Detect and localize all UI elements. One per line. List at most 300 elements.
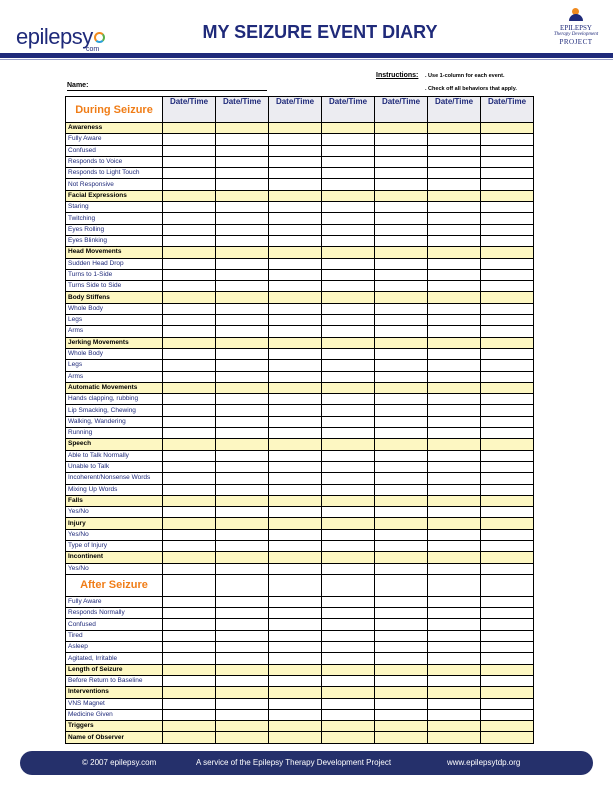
- checkbox-cell[interactable]: [322, 258, 375, 269]
- checkbox-cell[interactable]: [269, 529, 322, 540]
- checkbox-cell[interactable]: [322, 348, 375, 359]
- checkbox-cell[interactable]: [322, 145, 375, 156]
- checkbox-cell[interactable]: [481, 461, 534, 472]
- checkbox-cell[interactable]: [269, 247, 322, 258]
- checkbox-cell[interactable]: [375, 134, 428, 145]
- checkbox-cell[interactable]: [375, 235, 428, 246]
- checkbox-cell[interactable]: [269, 608, 322, 619]
- checkbox-cell[interactable]: [375, 428, 428, 439]
- checkbox-cell[interactable]: [163, 428, 216, 439]
- checkbox-cell[interactable]: [216, 675, 269, 686]
- checkbox-cell[interactable]: [481, 439, 534, 450]
- checkbox-cell[interactable]: [163, 394, 216, 405]
- checkbox-cell[interactable]: [481, 360, 534, 371]
- checkbox-cell[interactable]: [163, 653, 216, 664]
- checkbox-cell[interactable]: [428, 428, 481, 439]
- checkbox-cell[interactable]: [375, 360, 428, 371]
- checkbox-cell[interactable]: [216, 337, 269, 348]
- checkbox-cell[interactable]: [163, 269, 216, 280]
- checkbox-cell[interactable]: [481, 664, 534, 675]
- checkbox-cell[interactable]: [163, 596, 216, 607]
- checkbox-cell[interactable]: [216, 552, 269, 563]
- checkbox-cell[interactable]: [322, 156, 375, 167]
- checkbox-cell[interactable]: [163, 484, 216, 495]
- checkbox-cell[interactable]: [428, 540, 481, 551]
- checkbox-cell[interactable]: [375, 303, 428, 314]
- checkbox-cell[interactable]: [216, 202, 269, 213]
- checkbox-cell[interactable]: [428, 608, 481, 619]
- checkbox-cell[interactable]: [375, 281, 428, 292]
- checkbox-cell[interactable]: [428, 371, 481, 382]
- checkbox-cell[interactable]: [216, 596, 269, 607]
- checkbox-cell[interactable]: [481, 269, 534, 280]
- checkbox-cell[interactable]: [216, 709, 269, 720]
- checkbox-cell[interactable]: [481, 292, 534, 303]
- checkbox-cell[interactable]: [269, 732, 322, 743]
- checkbox-cell[interactable]: [163, 213, 216, 224]
- checkbox-cell[interactable]: [375, 687, 428, 698]
- checkbox-cell[interactable]: [269, 258, 322, 269]
- checkbox-cell[interactable]: [163, 281, 216, 292]
- checkbox-cell[interactable]: [481, 337, 534, 348]
- checkbox-cell[interactable]: [216, 518, 269, 529]
- checkbox-cell[interactable]: [428, 405, 481, 416]
- checkbox-cell[interactable]: [375, 190, 428, 201]
- checkbox-cell[interactable]: [375, 292, 428, 303]
- checkbox-cell[interactable]: [322, 540, 375, 551]
- checkbox-cell[interactable]: [216, 484, 269, 495]
- checkbox-cell[interactable]: [428, 721, 481, 732]
- checkbox-cell[interactable]: [322, 608, 375, 619]
- checkbox-cell[interactable]: [428, 518, 481, 529]
- checkbox-cell[interactable]: [216, 258, 269, 269]
- checkbox-cell[interactable]: [322, 653, 375, 664]
- checkbox-cell[interactable]: [481, 326, 534, 337]
- checkbox-cell[interactable]: [428, 664, 481, 675]
- checkbox-cell[interactable]: [481, 224, 534, 235]
- checkbox-cell[interactable]: [481, 405, 534, 416]
- checkbox-cell[interactable]: [375, 709, 428, 720]
- checkbox-cell[interactable]: [481, 303, 534, 314]
- checkbox-cell[interactable]: [163, 156, 216, 167]
- checkbox-cell[interactable]: [322, 709, 375, 720]
- checkbox-cell[interactable]: [269, 405, 322, 416]
- checkbox-cell[interactable]: [428, 360, 481, 371]
- checkbox-cell[interactable]: [481, 247, 534, 258]
- checkbox-cell[interactable]: [163, 608, 216, 619]
- checkbox-cell[interactable]: [322, 450, 375, 461]
- checkbox-cell[interactable]: [269, 574, 322, 596]
- checkbox-cell[interactable]: [428, 619, 481, 630]
- checkbox-cell[interactable]: [428, 235, 481, 246]
- checkbox-cell[interactable]: [481, 653, 534, 664]
- checkbox-cell[interactable]: [216, 630, 269, 641]
- checkbox-cell[interactable]: [269, 371, 322, 382]
- checkbox-cell[interactable]: [269, 642, 322, 653]
- checkbox-cell[interactable]: [322, 382, 375, 393]
- checkbox-cell[interactable]: [269, 461, 322, 472]
- checkbox-cell[interactable]: [428, 281, 481, 292]
- checkbox-cell[interactable]: [322, 642, 375, 653]
- checkbox-cell[interactable]: [375, 563, 428, 574]
- checkbox-cell[interactable]: [322, 292, 375, 303]
- checkbox-cell[interactable]: [269, 653, 322, 664]
- checkbox-cell[interactable]: [322, 529, 375, 540]
- checkbox-cell[interactable]: [375, 529, 428, 540]
- checkbox-cell[interactable]: [163, 473, 216, 484]
- checkbox-cell[interactable]: [375, 574, 428, 596]
- checkbox-cell[interactable]: [481, 529, 534, 540]
- checkbox-cell[interactable]: [216, 653, 269, 664]
- checkbox-cell[interactable]: [481, 179, 534, 190]
- checkbox-cell[interactable]: [163, 224, 216, 235]
- checkbox-cell[interactable]: [269, 348, 322, 359]
- checkbox-cell[interactable]: [216, 190, 269, 201]
- checkbox-cell[interactable]: [428, 732, 481, 743]
- checkbox-cell[interactable]: [428, 394, 481, 405]
- checkbox-cell[interactable]: [269, 179, 322, 190]
- checkbox-cell[interactable]: [216, 134, 269, 145]
- checkbox-cell[interactable]: [322, 235, 375, 246]
- checkbox-cell[interactable]: [216, 450, 269, 461]
- checkbox-cell[interactable]: [375, 664, 428, 675]
- checkbox-cell[interactable]: [269, 709, 322, 720]
- checkbox-cell[interactable]: [428, 687, 481, 698]
- checkbox-cell[interactable]: [216, 698, 269, 709]
- checkbox-cell[interactable]: [163, 292, 216, 303]
- checkbox-cell[interactable]: [269, 224, 322, 235]
- checkbox-cell[interactable]: [428, 574, 481, 596]
- checkbox-cell[interactable]: [163, 303, 216, 314]
- checkbox-cell[interactable]: [481, 507, 534, 518]
- checkbox-cell[interactable]: [481, 235, 534, 246]
- checkbox-cell[interactable]: [216, 348, 269, 359]
- checkbox-cell[interactable]: [322, 507, 375, 518]
- checkbox-cell[interactable]: [269, 326, 322, 337]
- checkbox-cell[interactable]: [163, 315, 216, 326]
- checkbox-cell[interactable]: [269, 563, 322, 574]
- checkbox-cell[interactable]: [481, 428, 534, 439]
- checkbox-cell[interactable]: [163, 337, 216, 348]
- checkbox-cell[interactable]: [481, 675, 534, 686]
- checkbox-cell[interactable]: [322, 179, 375, 190]
- checkbox-cell[interactable]: [216, 732, 269, 743]
- checkbox-cell[interactable]: [322, 168, 375, 179]
- checkbox-cell[interactable]: [163, 371, 216, 382]
- checkbox-cell[interactable]: [163, 450, 216, 461]
- checkbox-cell[interactable]: [322, 473, 375, 484]
- checkbox-cell[interactable]: [481, 473, 534, 484]
- checkbox-cell[interactable]: [428, 382, 481, 393]
- checkbox-cell[interactable]: [481, 348, 534, 359]
- checkbox-cell[interactable]: [481, 258, 534, 269]
- checkbox-cell[interactable]: [481, 552, 534, 563]
- checkbox-cell[interactable]: [269, 540, 322, 551]
- checkbox-cell[interactable]: [163, 134, 216, 145]
- checkbox-cell[interactable]: [481, 168, 534, 179]
- checkbox-cell[interactable]: [375, 473, 428, 484]
- checkbox-cell[interactable]: [216, 213, 269, 224]
- checkbox-cell[interactable]: [375, 642, 428, 653]
- checkbox-cell[interactable]: [481, 687, 534, 698]
- checkbox-cell[interactable]: [481, 371, 534, 382]
- checkbox-cell[interactable]: [375, 348, 428, 359]
- checkbox-cell[interactable]: [216, 145, 269, 156]
- checkbox-cell[interactable]: [163, 630, 216, 641]
- checkbox-cell[interactable]: [322, 619, 375, 630]
- checkbox-cell[interactable]: [269, 303, 322, 314]
- checkbox-cell[interactable]: [481, 619, 534, 630]
- checkbox-cell[interactable]: [428, 202, 481, 213]
- checkbox-cell[interactable]: [163, 619, 216, 630]
- checkbox-cell[interactable]: [163, 416, 216, 427]
- checkbox-cell[interactable]: [481, 642, 534, 653]
- checkbox-cell[interactable]: [322, 326, 375, 337]
- checkbox-cell[interactable]: [481, 732, 534, 743]
- checkbox-cell[interactable]: [375, 619, 428, 630]
- checkbox-cell[interactable]: [163, 247, 216, 258]
- checkbox-cell[interactable]: [375, 405, 428, 416]
- checkbox-cell[interactable]: [269, 202, 322, 213]
- checkbox-cell[interactable]: [269, 596, 322, 607]
- checkbox-cell[interactable]: [163, 179, 216, 190]
- checkbox-cell[interactable]: [428, 258, 481, 269]
- checkbox-cell[interactable]: [481, 145, 534, 156]
- checkbox-cell[interactable]: [481, 540, 534, 551]
- checkbox-cell[interactable]: [216, 303, 269, 314]
- checkbox-cell[interactable]: [216, 664, 269, 675]
- checkbox-cell[interactable]: [322, 281, 375, 292]
- checkbox-cell[interactable]: [216, 529, 269, 540]
- checkbox-cell[interactable]: [322, 552, 375, 563]
- checkbox-cell[interactable]: [216, 235, 269, 246]
- checkbox-cell[interactable]: [428, 552, 481, 563]
- checkbox-cell[interactable]: [375, 721, 428, 732]
- checkbox-cell[interactable]: [375, 224, 428, 235]
- checkbox-cell[interactable]: [322, 269, 375, 280]
- checkbox-cell[interactable]: [375, 675, 428, 686]
- checkbox-cell[interactable]: [269, 484, 322, 495]
- checkbox-cell[interactable]: [163, 360, 216, 371]
- checkbox-cell[interactable]: [428, 269, 481, 280]
- checkbox-cell[interactable]: [216, 269, 269, 280]
- checkbox-cell[interactable]: [428, 315, 481, 326]
- checkbox-cell[interactable]: [216, 428, 269, 439]
- checkbox-cell[interactable]: [163, 168, 216, 179]
- checkbox-cell[interactable]: [481, 134, 534, 145]
- checkbox-cell[interactable]: [428, 156, 481, 167]
- checkbox-cell[interactable]: [322, 371, 375, 382]
- checkbox-cell[interactable]: [428, 168, 481, 179]
- checkbox-cell[interactable]: [428, 450, 481, 461]
- checkbox-cell[interactable]: [428, 642, 481, 653]
- checkbox-cell[interactable]: [163, 709, 216, 720]
- checkbox-cell[interactable]: [375, 439, 428, 450]
- checkbox-cell[interactable]: [216, 382, 269, 393]
- checkbox-cell[interactable]: [163, 721, 216, 732]
- checkbox-cell[interactable]: [163, 439, 216, 450]
- checkbox-cell[interactable]: [481, 721, 534, 732]
- checkbox-cell[interactable]: [428, 326, 481, 337]
- checkbox-cell[interactable]: [163, 202, 216, 213]
- checkbox-cell[interactable]: [375, 247, 428, 258]
- checkbox-cell[interactable]: [428, 348, 481, 359]
- checkbox-cell[interactable]: [481, 563, 534, 574]
- checkbox-cell[interactable]: [375, 507, 428, 518]
- checkbox-cell[interactable]: [481, 518, 534, 529]
- checkbox-cell[interactable]: [269, 439, 322, 450]
- checkbox-cell[interactable]: [322, 698, 375, 709]
- checkbox-cell[interactable]: [428, 698, 481, 709]
- checkbox-cell[interactable]: [216, 281, 269, 292]
- checkbox-cell[interactable]: [322, 360, 375, 371]
- checkbox-cell[interactable]: [481, 315, 534, 326]
- checkbox-cell[interactable]: [481, 484, 534, 495]
- checkbox-cell[interactable]: [481, 202, 534, 213]
- checkbox-cell[interactable]: [163, 698, 216, 709]
- checkbox-cell[interactable]: [163, 675, 216, 686]
- checkbox-cell[interactable]: [375, 145, 428, 156]
- checkbox-cell[interactable]: [375, 258, 428, 269]
- checkbox-cell[interactable]: [163, 687, 216, 698]
- checkbox-cell[interactable]: [375, 371, 428, 382]
- checkbox-cell[interactable]: [322, 123, 375, 134]
- checkbox-cell[interactable]: [322, 315, 375, 326]
- checkbox-cell[interactable]: [428, 416, 481, 427]
- checkbox-cell[interactable]: [163, 507, 216, 518]
- checkbox-cell[interactable]: [322, 721, 375, 732]
- checkbox-cell[interactable]: [375, 123, 428, 134]
- checkbox-cell[interactable]: [269, 213, 322, 224]
- checkbox-cell[interactable]: [481, 190, 534, 201]
- checkbox-cell[interactable]: [322, 190, 375, 201]
- checkbox-cell[interactable]: [428, 123, 481, 134]
- checkbox-cell[interactable]: [163, 123, 216, 134]
- checkbox-cell[interactable]: [163, 461, 216, 472]
- checkbox-cell[interactable]: [216, 394, 269, 405]
- checkbox-cell[interactable]: [481, 709, 534, 720]
- checkbox-cell[interactable]: [322, 574, 375, 596]
- checkbox-cell[interactable]: [163, 518, 216, 529]
- checkbox-cell[interactable]: [269, 337, 322, 348]
- checkbox-cell[interactable]: [375, 552, 428, 563]
- checkbox-cell[interactable]: [269, 156, 322, 167]
- checkbox-cell[interactable]: [216, 608, 269, 619]
- checkbox-cell[interactable]: [375, 156, 428, 167]
- checkbox-cell[interactable]: [428, 134, 481, 145]
- checkbox-cell[interactable]: [216, 247, 269, 258]
- checkbox-cell[interactable]: [322, 484, 375, 495]
- name-field[interactable]: [67, 90, 267, 91]
- checkbox-cell[interactable]: [269, 507, 322, 518]
- checkbox-cell[interactable]: [163, 405, 216, 416]
- checkbox-cell[interactable]: [322, 416, 375, 427]
- checkbox-cell[interactable]: [269, 664, 322, 675]
- checkbox-cell[interactable]: [163, 326, 216, 337]
- checkbox-cell[interactable]: [322, 596, 375, 607]
- checkbox-cell[interactable]: [428, 190, 481, 201]
- checkbox-cell[interactable]: [269, 687, 322, 698]
- checkbox-cell[interactable]: [375, 416, 428, 427]
- checkbox-cell[interactable]: [163, 552, 216, 563]
- checkbox-cell[interactable]: [216, 563, 269, 574]
- footer-url[interactable]: www.epilepsytdp.org: [447, 758, 521, 767]
- checkbox-cell[interactable]: [216, 619, 269, 630]
- checkbox-cell[interactable]: [375, 653, 428, 664]
- checkbox-cell[interactable]: [216, 315, 269, 326]
- checkbox-cell[interactable]: [481, 495, 534, 506]
- checkbox-cell[interactable]: [269, 675, 322, 686]
- checkbox-cell[interactable]: [269, 382, 322, 393]
- checkbox-cell[interactable]: [481, 596, 534, 607]
- checkbox-cell[interactable]: [428, 337, 481, 348]
- checkbox-cell[interactable]: [428, 224, 481, 235]
- checkbox-cell[interactable]: [481, 156, 534, 167]
- checkbox-cell[interactable]: [481, 416, 534, 427]
- checkbox-cell[interactable]: [481, 450, 534, 461]
- checkbox-cell[interactable]: [322, 687, 375, 698]
- checkbox-cell[interactable]: [481, 394, 534, 405]
- checkbox-cell[interactable]: [216, 574, 269, 596]
- checkbox-cell[interactable]: [216, 371, 269, 382]
- checkbox-cell[interactable]: [322, 630, 375, 641]
- checkbox-cell[interactable]: [269, 698, 322, 709]
- checkbox-cell[interactable]: [375, 450, 428, 461]
- checkbox-cell[interactable]: [428, 709, 481, 720]
- checkbox-cell[interactable]: [216, 292, 269, 303]
- checkbox-cell[interactable]: [322, 675, 375, 686]
- checkbox-cell[interactable]: [375, 213, 428, 224]
- checkbox-cell[interactable]: [375, 540, 428, 551]
- checkbox-cell[interactable]: [216, 405, 269, 416]
- checkbox-cell[interactable]: [269, 190, 322, 201]
- checkbox-cell[interactable]: [216, 439, 269, 450]
- checkbox-cell[interactable]: [269, 123, 322, 134]
- checkbox-cell[interactable]: [375, 484, 428, 495]
- checkbox-cell[interactable]: [269, 721, 322, 732]
- checkbox-cell[interactable]: [216, 642, 269, 653]
- checkbox-cell[interactable]: [428, 461, 481, 472]
- checkbox-cell[interactable]: [322, 303, 375, 314]
- checkbox-cell[interactable]: [428, 473, 481, 484]
- checkbox-cell[interactable]: [322, 224, 375, 235]
- checkbox-cell[interactable]: [163, 642, 216, 653]
- checkbox-cell[interactable]: [322, 394, 375, 405]
- checkbox-cell[interactable]: [216, 168, 269, 179]
- checkbox-cell[interactable]: [163, 664, 216, 675]
- checkbox-cell[interactable]: [375, 518, 428, 529]
- checkbox-cell[interactable]: [163, 235, 216, 246]
- checkbox-cell[interactable]: [428, 675, 481, 686]
- checkbox-cell[interactable]: [216, 224, 269, 235]
- checkbox-cell[interactable]: [322, 428, 375, 439]
- checkbox-cell[interactable]: [375, 202, 428, 213]
- checkbox-cell[interactable]: [216, 507, 269, 518]
- checkbox-cell[interactable]: [428, 484, 481, 495]
- checkbox-cell[interactable]: [322, 247, 375, 258]
- checkbox-cell[interactable]: [322, 134, 375, 145]
- checkbox-cell[interactable]: [216, 156, 269, 167]
- checkbox-cell[interactable]: [375, 326, 428, 337]
- checkbox-cell[interactable]: [269, 281, 322, 292]
- checkbox-cell[interactable]: [269, 630, 322, 641]
- checkbox-cell[interactable]: [163, 732, 216, 743]
- checkbox-cell[interactable]: [269, 145, 322, 156]
- checkbox-cell[interactable]: [163, 145, 216, 156]
- checkbox-cell[interactable]: [269, 495, 322, 506]
- checkbox-cell[interactable]: [481, 630, 534, 641]
- checkbox-cell[interactable]: [269, 235, 322, 246]
